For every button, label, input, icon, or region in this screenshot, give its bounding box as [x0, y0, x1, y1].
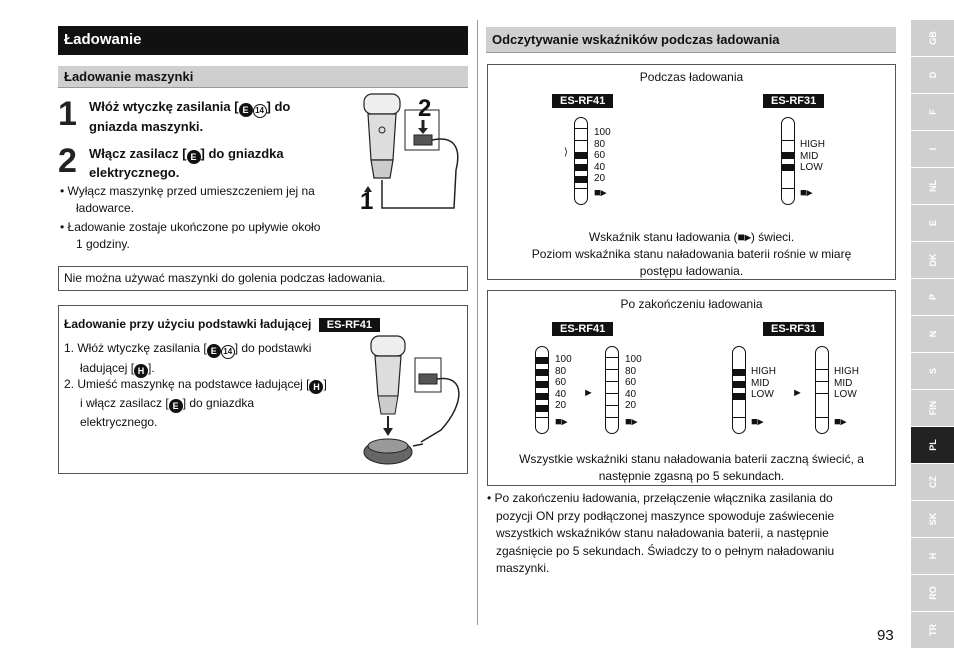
model-tag-rf31: ES-RF31 [763, 322, 824, 336]
language-tab-s[interactable] [911, 353, 954, 390]
column-divider [477, 20, 478, 625]
subsection-title-text: Ładowanie maszynki [64, 69, 194, 84]
step-1-number: 1 [58, 95, 77, 133]
stand-step-1-b: ] do podstawki [234, 341, 312, 355]
level-mid: MID [751, 377, 770, 389]
arrow-right-icon: ► [583, 387, 594, 399]
step-1-text-a: Włóż wtyczkę zasilania [ [89, 99, 239, 114]
rf31-levels-full [751, 366, 776, 401]
during-charging-text-b: ) świeci. [750, 230, 795, 244]
level-60: 60 [625, 377, 637, 388]
level-60: 60 [555, 377, 567, 388]
plug-icon: ■▸ [555, 416, 568, 428]
language-tab-ro[interactable] [911, 575, 954, 612]
language-tab-label: I [927, 147, 938, 151]
during-charging-text [488, 229, 895, 280]
model-tag: ES-RF41 [319, 318, 380, 332]
after-charging-text-b: następnie zgasną po 5 sekundach. [598, 469, 785, 483]
level-20: 20 [625, 400, 637, 411]
after-charging-box [487, 290, 896, 486]
rf41-levels-off [625, 354, 642, 412]
para-line-5: maszynki. [496, 561, 550, 575]
right-section-title [486, 27, 896, 53]
model-tag-rf41: ES-RF41 [552, 94, 613, 108]
blink-indicator-icon: ⟩ [564, 147, 568, 158]
language-tab-label: GB [927, 31, 938, 45]
rf31-levels [800, 139, 825, 174]
level-80: 80 [625, 365, 637, 377]
during-charging-text-c: Poziom wskaźnika stanu naładowania baterii rośnie w miarę [531, 247, 852, 261]
step-2-text-a: Włącz zasilacz [ [89, 146, 187, 161]
ref-e-icon: E [239, 103, 253, 117]
para-line-1: • Po zakończeniu ładowania, przełączenie włącznika zasilania do [487, 491, 833, 505]
ref-e-icon: E [207, 344, 221, 358]
language-tab-label: NL [927, 180, 938, 192]
level-100: 100 [625, 354, 642, 365]
note-text: Nie można używać maszynki do golenia podczas ładowania. [64, 271, 386, 285]
during-charging-title: Podczas ładowania [639, 70, 744, 84]
level-20: 20 [555, 400, 567, 411]
language-tab-pl[interactable] [911, 427, 954, 464]
ref-h-icon: H [309, 380, 323, 394]
battery-gauge-rf41 [574, 117, 588, 205]
language-tab-label: TR [927, 624, 938, 636]
plug-icon: ■▸ [834, 416, 847, 428]
stand-step-1-a: 1. Włóż wtyczkę zasilania [ [64, 341, 207, 355]
stand-step-2-b: ] [323, 377, 327, 391]
stand-title [64, 317, 380, 332]
model-tag-rf41: ES-RF41 [552, 322, 613, 336]
subsection-title [58, 66, 468, 88]
step-1-text-b: ] do [266, 99, 291, 114]
battery-gauge-rf41-off [605, 346, 619, 434]
language-sidebar [911, 20, 954, 671]
language-tab-sk[interactable] [911, 501, 954, 538]
battery-gauge-rf31-off [815, 346, 829, 434]
step-2-text-c: elektrycznego. [89, 165, 180, 180]
language-tab-label: D [927, 71, 938, 79]
language-tab-label: PL [927, 439, 938, 451]
after-charging-text-a: Wszystkie wskaźniki stanu naładowania baterii zaczną świecić, a [519, 452, 864, 466]
ref-e-icon: E [169, 399, 183, 413]
bullet-2 [58, 219, 358, 253]
level-40: 40 [625, 388, 637, 400]
language-tab-i[interactable] [911, 131, 954, 168]
para-line-4: zgaśnięcie po 5 sekundach. Świadczy to o pełnym naładowaniu [496, 543, 835, 558]
battery-gauge-rf41-full [535, 346, 549, 434]
language-tab-label: FIN [927, 400, 938, 416]
language-tab-label: S [927, 367, 938, 375]
ref-e-icon: E [187, 150, 201, 164]
language-tab-nl[interactable] [911, 168, 954, 205]
level-100: 100 [594, 127, 611, 138]
rf41-levels [594, 127, 611, 185]
language-tab-label: RO [927, 586, 938, 600]
para-line-2: pozycji ON przy podłączonej maszynce spowoduje zaświecenie [496, 508, 835, 523]
language-tab-label: P [927, 293, 938, 301]
after-charging-text [488, 451, 895, 485]
level-low: LOW [800, 162, 823, 173]
language-tab-h[interactable] [911, 538, 954, 575]
language-tab-label: E [927, 219, 938, 227]
step-1-text [89, 98, 359, 136]
plug-icon: ■▸ [737, 230, 751, 244]
during-charging-text-a: Wskaźnik stanu ładowania ( [588, 230, 738, 244]
stand-step-1-c: ładującej [ [80, 361, 135, 375]
language-tab-fin[interactable] [911, 390, 954, 427]
level-low: LOW [751, 389, 774, 400]
para-line-3: wszystkich wskaźników stanu naładowania baterii, a następnie [496, 526, 829, 540]
step-2-number: 2 [58, 142, 77, 180]
figure-label-1: 1 [360, 188, 374, 215]
rf41-levels-full [555, 354, 572, 412]
language-tab-label: N [927, 330, 938, 338]
during-charging-text-d: postępu ładowania. [639, 264, 744, 278]
level-high: HIGH [834, 366, 859, 377]
charging-stand-box [58, 305, 468, 474]
after-charging-title: Po zakończeniu ładowania [620, 297, 763, 311]
language-tab-gb[interactable] [911, 20, 954, 57]
bullet-1-line-b: ładowarce. [76, 201, 135, 215]
shaver-charging-illustration [356, 90, 468, 215]
step-2-text [89, 145, 359, 182]
stand-step-1 [64, 339, 354, 378]
ref-14-icon: 14 [221, 345, 235, 359]
step-1-text-c: gniazda maszynki. [89, 119, 204, 134]
bullet-2-line-a: • Ładowanie zostaje ukończone po upływie około [60, 220, 321, 234]
level-60: 60 [594, 150, 606, 161]
stand-step-1-d: ]. [148, 361, 155, 375]
level-low: LOW [834, 389, 857, 400]
page-number: 93 [877, 627, 894, 644]
plug-icon: ■▸ [751, 416, 764, 428]
stand-title-text: Ładowanie przy użyciu podstawki ładującej [64, 317, 312, 331]
language-tab-e[interactable] [911, 205, 954, 242]
language-tab-label: F [927, 109, 938, 115]
bullet-1 [58, 183, 358, 217]
ref-14-icon: 14 [253, 104, 267, 118]
charging-stand-icon [361, 334, 465, 470]
during-charging-box [487, 64, 896, 280]
level-80: 80 [555, 365, 567, 377]
arrow-right-icon: ► [792, 387, 803, 399]
language-tab-n[interactable] [911, 316, 954, 353]
battery-gauge-rf31 [781, 117, 795, 205]
level-mid: MID [834, 377, 853, 389]
stand-step-2 [64, 375, 364, 431]
level-high: HIGH [751, 366, 776, 377]
language-tab-label: SK [927, 512, 938, 526]
bullet-2-line-b: 1 godziny. [76, 237, 130, 251]
bullet-1-line-a: • Wyłącz maszynkę przed umieszczeniem jej na [60, 184, 315, 198]
language-tab-cz[interactable] [911, 464, 954, 501]
rf31-levels-off [834, 366, 859, 401]
language-tab-tr[interactable] [911, 612, 954, 649]
language-tab-label: DK [927, 253, 938, 267]
language-tab-label: CZ [927, 476, 938, 488]
section-title-text: Ładowanie [64, 31, 142, 48]
level-high: HIGH [800, 139, 825, 150]
ref-h-icon: H [134, 364, 148, 378]
level-80: 80 [594, 138, 606, 150]
language-tab-d[interactable] [911, 57, 954, 94]
figure-label-2: 2 [418, 95, 432, 122]
language-tab-dk[interactable] [911, 242, 954, 279]
model-tag-rf31: ES-RF31 [763, 94, 824, 108]
level-20: 20 [594, 173, 606, 184]
plug-icon: ■▸ [625, 416, 638, 428]
plug-icon: ■▸ [800, 187, 813, 199]
language-tab-f[interactable] [911, 94, 954, 131]
full-charge-paragraph [487, 490, 897, 578]
level-40: 40 [594, 161, 606, 173]
stand-step-2-d: ] do gniazdka [182, 396, 255, 410]
language-tab-p[interactable] [911, 279, 954, 316]
stand-step-2-e: elektrycznego. [80, 415, 158, 429]
plug-icon: ■▸ [594, 187, 607, 199]
right-section-title-text: Odczytywanie wskaźników podczas ładowania [492, 32, 780, 47]
level-40: 40 [555, 388, 567, 400]
language-tab-label: H [927, 552, 938, 560]
step-2-text-b: ] do gniazdka [200, 146, 284, 161]
section-title [58, 26, 468, 55]
level-mid: MID [800, 150, 819, 162]
note-box [58, 266, 468, 291]
battery-gauge-rf31-full [732, 346, 746, 434]
level-100: 100 [555, 354, 572, 365]
stand-step-2-a: 2. Umieść maszynkę na podstawce ładującej [ [64, 377, 310, 391]
stand-step-2-c: i włącz zasilacz [ [80, 396, 169, 410]
